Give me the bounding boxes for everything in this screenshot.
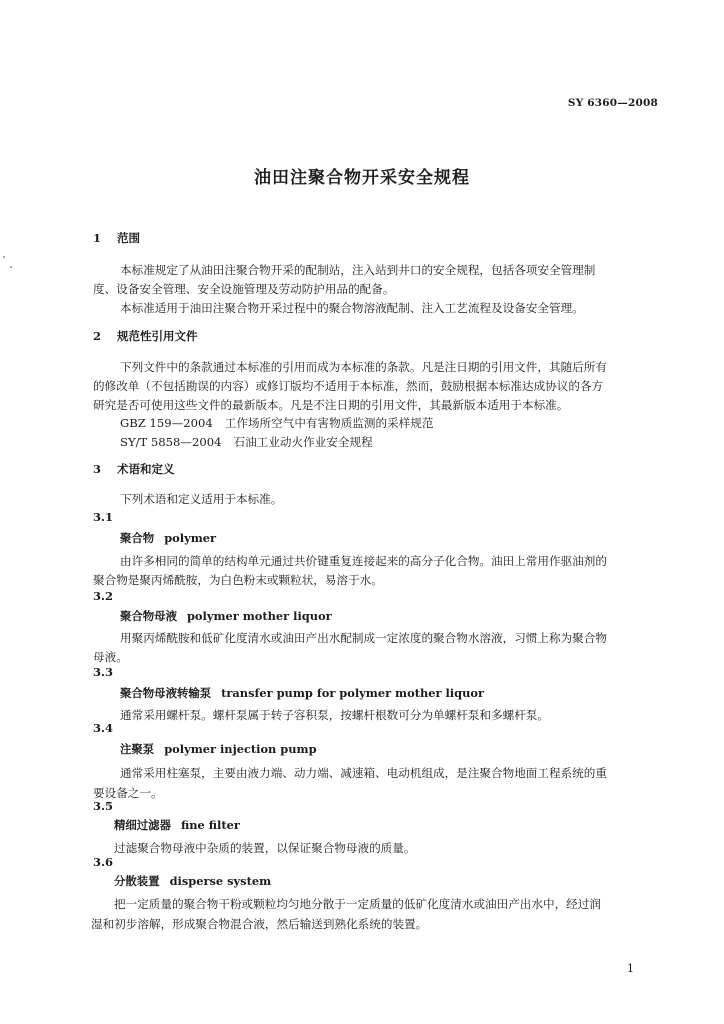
normative-reference-1 <box>120 415 433 431</box>
section-1-paragraph-2: 本标准适用于油田注聚合物开采过程中的聚合物溶液配制、注入工艺流程及设备安全管理。 <box>120 301 584 315</box>
page-number: 1 <box>627 962 634 975</box>
term-3-6-chinese: 分散装置 <box>114 874 160 888</box>
section-2-number: 2 <box>93 329 102 343</box>
term-3-5-number: 3.5 <box>93 799 114 813</box>
term-3-3-english: transfer pump for polymer mother liquor <box>221 686 484 700</box>
section-2-paragraph-line-3: 研究是否可使用这些文件的最新版本。凡是不注日期的引用文件，其最新版本适用于本标准。 <box>93 398 569 412</box>
section-1-paragraph-1-line-2: 度、设备安全管理、安全设施管理及劳动防护用品的配备。 <box>93 282 395 296</box>
term-3-4-english: polymer injection pump <box>164 742 317 756</box>
section-3-heading <box>93 461 175 477</box>
section-2-title: 规范性引用文件 <box>117 329 198 343</box>
term-3-1-english: polymer <box>164 531 216 545</box>
scan-speck <box>3 256 5 258</box>
term-3-6-definition-line-1: 把一定质量的聚合物干粉或颗粒均匀地分散于一定质量的低矿化度清水或油田产出水中，经过润 <box>114 897 601 911</box>
section-3-title: 术语和定义 <box>117 462 175 476</box>
document-title: 油田注聚合物开采安全规程 <box>254 168 470 188</box>
term-3-4-number: 3.4 <box>93 721 114 735</box>
normative-reference-2 <box>120 434 373 450</box>
term-3-3-definition-line-1: 通常采用螺杆泵。螺杆泵属于转子容积泵，按螺杆根数可分为单螺杆泵和多螺杆泵。 <box>120 708 549 722</box>
scan-speck <box>10 266 12 268</box>
reference-2-code: SY/T 5858—2004 <box>120 435 222 449</box>
term-3-2-english: polymer mother liquor <box>186 609 332 623</box>
section-2-heading <box>93 328 198 344</box>
term-3-4-definition-line-2: 要设备之一。 <box>93 786 163 800</box>
term-3-4-chinese: 注聚泵 <box>120 742 155 756</box>
term-3-6-heading <box>114 873 271 889</box>
term-3-2-heading <box>120 608 332 624</box>
term-3-6-number: 3.6 <box>93 855 114 869</box>
section-3-intro: 下列术语和定义适用于本标准。 <box>120 492 283 506</box>
term-3-1-number: 3.1 <box>93 510 114 524</box>
term-3-4-heading <box>120 741 317 757</box>
document-code: SY 6360—2008 <box>567 97 658 109</box>
section-1-title: 范围 <box>117 231 140 245</box>
reference-1-title: 工作场所空气中有害物质监测的采样规范 <box>224 416 434 430</box>
term-3-1-definition-line-1: 由许多相同的简单的结构单元通过共价键重复连接起来的高分子化合物。油田上常用作驱油剂的 <box>120 554 607 568</box>
section-1-paragraph-1-line-1: 本标准规定了从油田注聚合物开采的配制站，注入站到井口的安全规程，包括各项安全管理制 <box>120 263 596 277</box>
term-3-4-definition-line-1: 通常采用柱塞泵，主要由液力端、动力端、减速箱、电动机组成，是注聚合物地面工程系统的重 <box>120 766 607 780</box>
term-3-3-number: 3.3 <box>93 665 114 679</box>
term-3-1-definition-line-2: 聚合物是聚丙烯酰胺，为白色粉末或颗粒状，易溶于水。 <box>93 573 383 587</box>
section-1-number: 1 <box>93 231 102 245</box>
term-3-2-chinese: 聚合物母液 <box>120 609 177 623</box>
term-3-5-heading <box>114 817 240 833</box>
term-3-3-chinese: 聚合物母液转输泵 <box>120 686 212 700</box>
reference-1-code: GBZ 159—2004 <box>120 416 213 430</box>
section-1-heading <box>93 230 140 246</box>
term-3-5-chinese: 精细过滤器 <box>114 818 171 832</box>
term-3-1-heading <box>120 530 216 546</box>
term-3-2-number: 3.2 <box>93 589 114 603</box>
section-2-paragraph-line-2: 的修改单（不包括勘误的内容）或修订版均不适用于本标准，然而，鼓励根据本标准达成协议的各方 <box>93 379 604 393</box>
reference-2-title: 石油工业动火作业安全规程 <box>233 435 373 449</box>
term-3-3-heading <box>120 685 484 701</box>
term-3-5-definition-line-1: 过滤聚合物母液中杂质的装置，以保证聚合物母液的质量。 <box>114 841 416 855</box>
term-3-2-definition-line-2: 母液。 <box>93 650 128 664</box>
term-3-6-definition-line-2: 湿和初步溶解，形成聚合物混合液，然后输送到熟化系统的装置。 <box>91 917 428 931</box>
term-3-6-english: disperse system <box>169 874 272 888</box>
term-3-5-english: fine filter <box>180 818 240 832</box>
section-3-number: 3 <box>93 462 102 476</box>
term-3-2-definition-line-1: 用聚丙烯酰胺和低矿化度清水或油田产出水配制成一定浓度的聚合物水溶液，习惯上称为聚合物 <box>120 631 607 645</box>
term-3-1-chinese: 聚合物 <box>120 531 155 545</box>
section-2-paragraph-line-1: 下列文件中的条款通过本标准的引用而成为本标准的条款。凡是注日期的引用文件，其随后所有 <box>120 360 607 374</box>
